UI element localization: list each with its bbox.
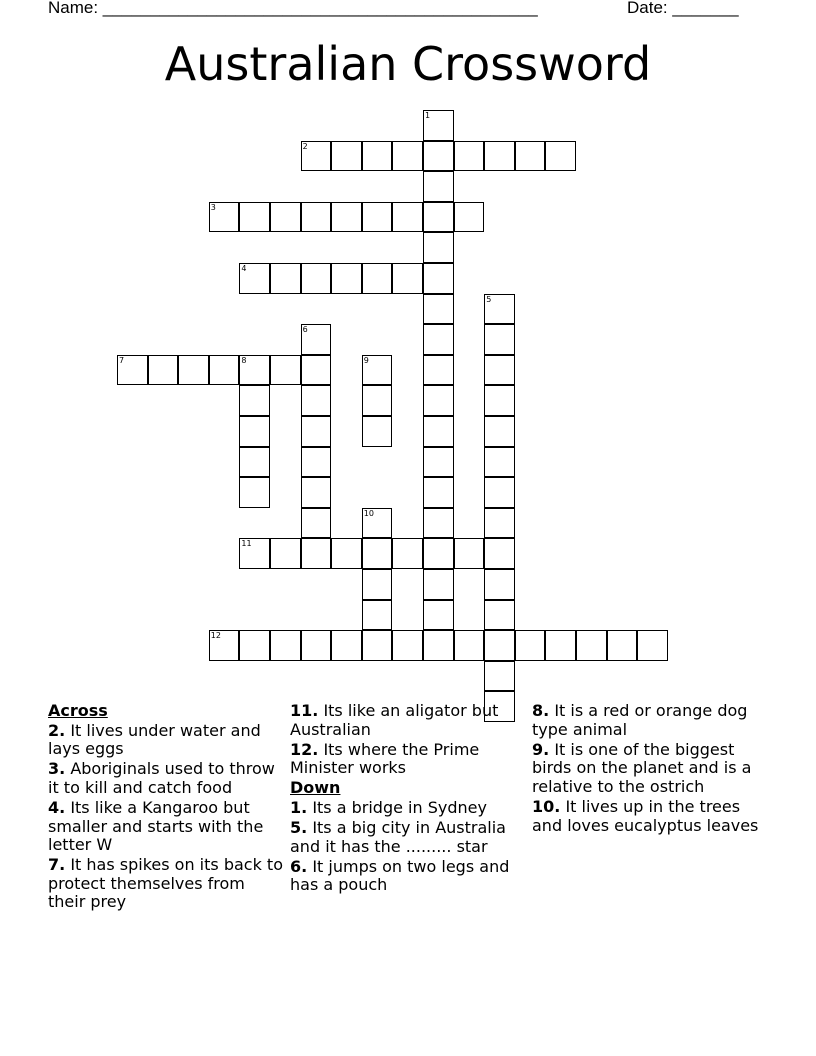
grid-cell[interactable] — [423, 630, 454, 661]
grid-cell[interactable] — [545, 630, 576, 661]
grid-cell[interactable] — [239, 630, 270, 661]
clue-text: It lives under water and lays eggs — [48, 720, 261, 759]
grid-cell[interactable] — [484, 324, 515, 355]
grid-cell[interactable] — [484, 141, 515, 172]
grid-cell[interactable] — [362, 600, 393, 631]
clue-number: 2. — [48, 720, 66, 740]
grid-cell[interactable] — [270, 263, 301, 294]
grid-cell[interactable] — [423, 110, 454, 141]
grid-cell[interactable] — [423, 416, 454, 447]
cell-number: 11 — [241, 539, 252, 549]
clue-number: 11. — [290, 701, 319, 720]
clue-number: 1. — [290, 797, 308, 817]
clue-text: It is a red or orange dog type animal — [532, 701, 748, 739]
clue-down-6 — [290, 858, 526, 895]
clue-text: Its a big city in Australia and it has the ......... star — [290, 818, 506, 856]
grid-cell[interactable] — [484, 569, 515, 600]
grid-cell[interactable] — [423, 508, 454, 539]
grid-cell[interactable] — [301, 385, 332, 416]
grid-cell[interactable] — [484, 661, 515, 692]
cell-number: 6 — [302, 325, 308, 335]
grid-cell[interactable] — [484, 294, 515, 325]
clue-down-10 — [532, 798, 772, 835]
clue-across-11 — [290, 702, 526, 739]
grid-cell[interactable] — [484, 630, 515, 661]
grid-cell[interactable] — [392, 141, 423, 172]
grid-cell[interactable] — [270, 202, 301, 233]
grid-cell[interactable] — [301, 538, 332, 569]
grid-cell[interactable] — [209, 630, 240, 661]
across-header: Across — [48, 701, 108, 720]
cell-number: 12 — [210, 631, 221, 641]
grid-cell[interactable] — [301, 141, 332, 172]
grid-cell[interactable] — [454, 630, 485, 661]
clue-across-12 — [290, 741, 526, 778]
clue-text: Its a bridge in Sydney — [312, 797, 487, 817]
grid-cell[interactable] — [239, 385, 270, 416]
grid-cell[interactable] — [239, 477, 270, 508]
grid-cell[interactable] — [545, 141, 576, 172]
grid-cell[interactable] — [423, 447, 454, 478]
grid-cell[interactable] — [637, 630, 668, 661]
clue-text: It is one of the biggest birds on the planet and is a relative to the ostrich — [532, 739, 752, 796]
grid-cell[interactable] — [301, 630, 332, 661]
cell-number: 8 — [241, 355, 247, 365]
grid-cell[interactable] — [239, 416, 270, 447]
clue-number: 8. — [532, 701, 550, 720]
grid-cell[interactable] — [362, 202, 393, 233]
grid-cell[interactable] — [423, 263, 454, 294]
down-header: Down — [290, 778, 341, 798]
clue-across-4 — [48, 799, 284, 855]
grid-cell[interactable] — [117, 355, 148, 386]
clue-across-2 — [48, 722, 284, 759]
grid-cell[interactable] — [423, 324, 454, 355]
name-field[interactable]: Name: ______________________________________________ — [48, 0, 538, 17]
grid-cell[interactable] — [423, 355, 454, 386]
clue-down-5 — [290, 819, 526, 856]
clue-text: It jumps on two legs and has a pouch — [290, 856, 510, 895]
grid-cell[interactable] — [148, 355, 179, 386]
cell-number: 4 — [241, 264, 247, 273]
grid-cell[interactable] — [484, 447, 515, 478]
grid-cell[interactable] — [301, 416, 332, 447]
grid-cell[interactable] — [576, 630, 607, 661]
grid-cell[interactable] — [209, 202, 240, 233]
cell-number: 3 — [210, 202, 216, 212]
grid-cell[interactable] — [484, 477, 515, 508]
grid-cell[interactable] — [484, 385, 515, 416]
clue-number: 12. — [290, 739, 319, 759]
cell-number: 9 — [363, 355, 369, 365]
grid-cell[interactable] — [209, 355, 240, 386]
grid-cell[interactable] — [301, 324, 332, 355]
grid-cell[interactable] — [484, 538, 515, 569]
clues-column-3 — [532, 702, 772, 837]
grid-cell[interactable] — [239, 263, 270, 294]
grid-cell[interactable] — [331, 538, 362, 569]
grid-cell[interactable] — [270, 630, 301, 661]
clue-down-1 — [290, 799, 526, 818]
grid-cell[interactable] — [423, 294, 454, 325]
grid-cell[interactable] — [484, 355, 515, 386]
clue-number: 3. — [48, 759, 66, 779]
grid-cell[interactable] — [515, 630, 546, 661]
clue-text: It lives up in the trees and loves eucalyptus leaves — [532, 796, 759, 835]
grid-cell[interactable] — [331, 630, 362, 661]
cell-number: 2 — [302, 141, 308, 151]
grid-cell[interactable] — [301, 202, 332, 233]
grid-cell[interactable] — [484, 508, 515, 539]
cell-number: 5 — [486, 294, 492, 304]
grid-cell[interactable] — [454, 141, 485, 172]
grid-cell[interactable] — [392, 202, 423, 233]
grid-cell[interactable] — [423, 600, 454, 631]
grid-cell[interactable] — [331, 202, 362, 233]
clue-across-3 — [48, 760, 284, 797]
grid-cell[interactable] — [362, 630, 393, 661]
grid-cell[interactable] — [423, 232, 454, 263]
grid-cell[interactable] — [239, 202, 270, 233]
grid-cell[interactable] — [362, 385, 393, 416]
clues-column-2 — [290, 702, 526, 896]
grid-cell[interactable] — [423, 477, 454, 508]
grid-cell[interactable] — [484, 600, 515, 631]
grid-cell[interactable] — [484, 416, 515, 447]
clue-text: It has spikes on its back to protect themselves from their prey — [48, 855, 283, 912]
clue-text: Its like a Kangaroo but smaller and starts with the letter W — [48, 797, 264, 855]
grid-cell[interactable] — [239, 447, 270, 478]
clue-text: Its where the Prime Minister works — [290, 739, 480, 778]
grid-cell[interactable] — [178, 355, 209, 386]
grid-cell[interactable] — [423, 385, 454, 416]
grid-cell[interactable] — [392, 263, 423, 294]
grid-cell[interactable] — [301, 477, 332, 508]
clue-text: Aboriginals used to throw it to kill and catch food — [48, 759, 275, 797]
grid-cell[interactable] — [362, 355, 393, 386]
clue-number: 6. — [290, 856, 308, 876]
grid-cell[interactable] — [270, 538, 301, 569]
grid-cell[interactable] — [392, 630, 423, 661]
clue-number: 5. — [290, 818, 308, 838]
grid-cell[interactable] — [239, 355, 270, 386]
clues-column-1 — [48, 702, 284, 914]
clue-across-7 — [48, 856, 284, 912]
clue-number: 10. — [532, 796, 561, 816]
grid-cell[interactable] — [607, 630, 638, 661]
grid-cell[interactable] — [423, 538, 454, 569]
cell-number: 1 — [425, 111, 431, 120]
grid-cell[interactable] — [423, 141, 454, 172]
grid-cell[interactable] — [331, 141, 362, 172]
clue-number: 7. — [48, 855, 66, 875]
grid-cell[interactable] — [362, 141, 393, 172]
clue-down-9 — [532, 741, 772, 797]
grid-cell[interactable] — [515, 141, 546, 172]
grid-cell[interactable] — [362, 569, 393, 600]
clue-down-8 — [532, 702, 772, 739]
grid-cell[interactable] — [301, 355, 332, 386]
cell-number: 10 — [363, 508, 374, 518]
grid-cell[interactable] — [301, 263, 332, 294]
page-title: Australian Crossword — [164, 37, 652, 91]
cell-number: 7 — [119, 355, 125, 365]
grid-cell[interactable] — [270, 355, 301, 386]
date-field[interactable]: Date: _______ — [627, 0, 739, 17]
grid-cell[interactable] — [454, 202, 485, 233]
grid-cell[interactable] — [362, 263, 393, 294]
grid-cell[interactable] — [362, 538, 393, 569]
grid-cell[interactable] — [301, 508, 332, 539]
grid-cell[interactable] — [392, 538, 423, 569]
grid-cell[interactable] — [423, 569, 454, 600]
clue-text: Its like an aligator but Australian — [290, 701, 499, 739]
clue-number: 9. — [532, 739, 550, 759]
grid-cell[interactable] — [331, 263, 362, 294]
grid-cell[interactable] — [301, 447, 332, 478]
grid-cell[interactable] — [454, 538, 485, 569]
grid-cell[interactable] — [362, 416, 393, 447]
grid-cell[interactable] — [423, 202, 454, 233]
grid-cell[interactable] — [423, 171, 454, 202]
grid-cell[interactable] — [362, 508, 393, 539]
clue-number: 4. — [48, 797, 66, 817]
grid-cell[interactable] — [239, 538, 270, 569]
